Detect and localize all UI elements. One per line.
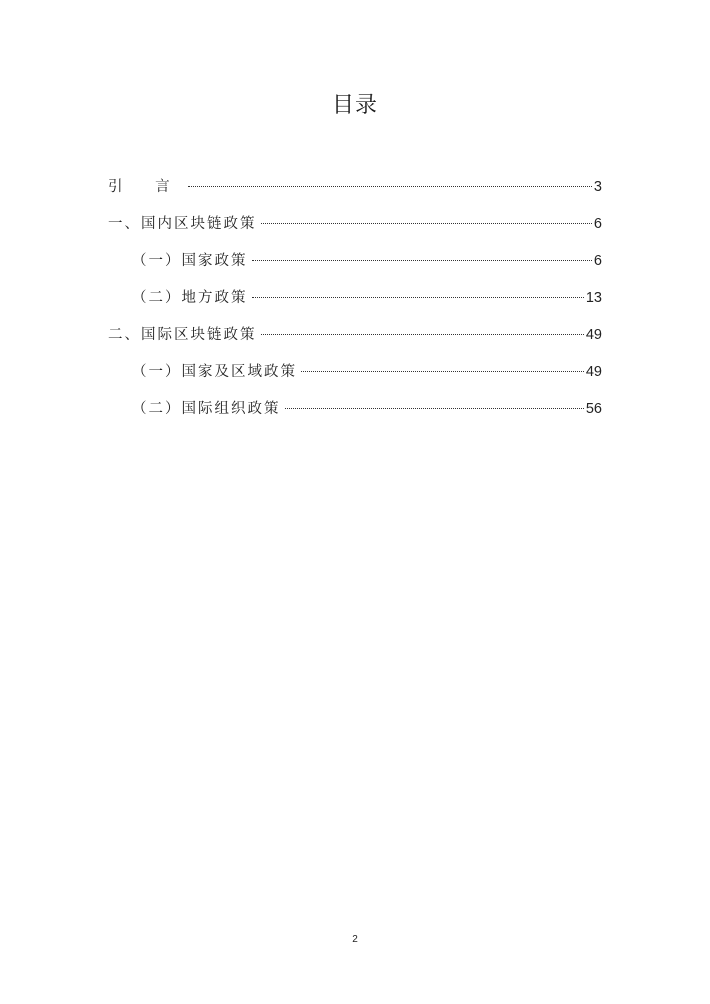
dot-leader — [301, 371, 584, 372]
toc-entry-page: 49 — [585, 327, 602, 343]
dot-leader — [252, 297, 584, 298]
toc-entry-page: 49 — [585, 364, 602, 380]
toc-entry-international-policy[interactable] — [108, 320, 602, 357]
table-of-contents — [108, 172, 602, 431]
dot-leader — [261, 223, 592, 224]
toc-entry-domestic-policy[interactable] — [108, 209, 602, 246]
toc-entry-local-policy[interactable] — [108, 283, 602, 320]
toc-entry-page: 6 — [593, 216, 602, 232]
toc-entry-intl-org-policy[interactable] — [108, 394, 602, 431]
dot-leader — [285, 408, 584, 409]
dot-leader — [188, 186, 592, 187]
toc-entry-label: 引 言 — [108, 179, 184, 195]
dot-leader — [252, 260, 592, 261]
toc-entry-page: 56 — [585, 401, 602, 417]
dot-leader — [261, 334, 584, 335]
toc-entry-page: 6 — [593, 253, 602, 269]
toc-entry-label: 二、国际区块链政策 — [108, 327, 257, 343]
toc-entry-country-region-policy[interactable] — [108, 357, 602, 394]
toc-entry-label: （一）国家及区域政策 — [132, 364, 297, 380]
page-number: 2 — [352, 934, 358, 945]
toc-entry-national-policy[interactable] — [108, 246, 602, 283]
toc-entry-label: （二）地方政策 — [132, 290, 248, 306]
toc-entry-label: （一）国家政策 — [132, 253, 248, 269]
toc-entry-introduction[interactable] — [108, 172, 602, 209]
toc-entry-page: 3 — [593, 179, 602, 195]
page-title: 目录 — [331, 93, 378, 118]
toc-entry-page: 13 — [585, 290, 602, 306]
toc-entry-label: 一、国内区块链政策 — [108, 216, 257, 232]
toc-entry-label: （二）国际组织政策 — [132, 401, 281, 417]
